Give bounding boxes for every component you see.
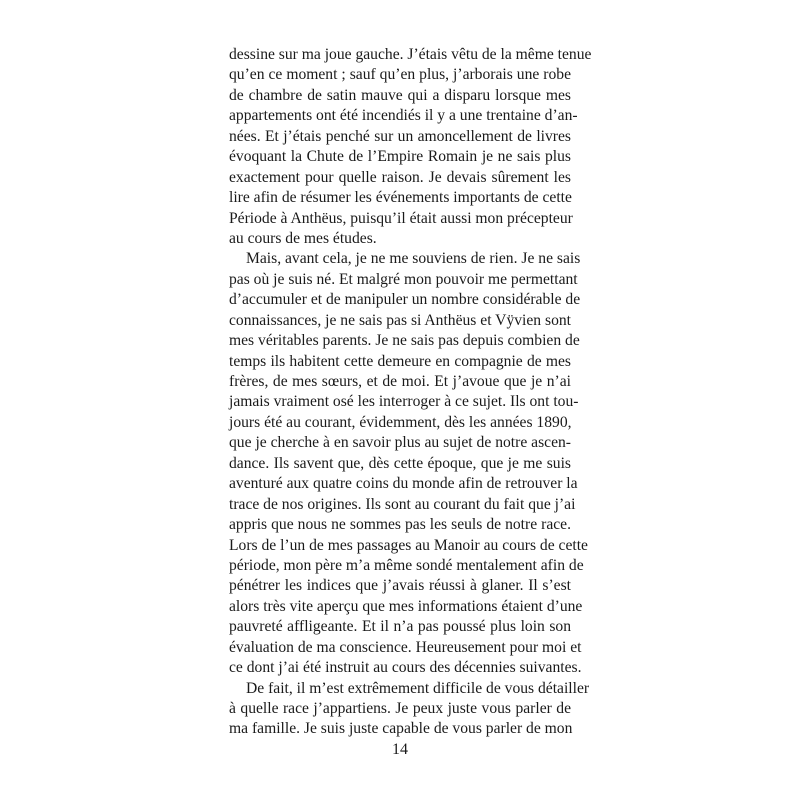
text-line: De fait, il m’est extrêmement difficile de vous détailler — [246, 679, 590, 697]
text-line: exactement pour quelle raison. Je devais sûrement les — [229, 168, 571, 186]
text-line: que je cherche à en savoir plus au sujet de notre ascen- — [229, 434, 571, 452]
text-line: ma famille. Je suis juste capable de vous parler de mon — [229, 720, 573, 738]
text-line: pénétrer les indices que j’avais réussi à glaner. Il s’est — [229, 577, 571, 595]
paragraph-2 — [229, 249, 588, 678]
text-line: Période à Anthëus, puisqu’il était aussi mon précepteur — [229, 209, 573, 227]
text-line: aventuré aux quatre coins du monde afin de retrouver la — [229, 475, 578, 493]
text-line: mes véritables parents. Je ne sais pas depuis combien de — [229, 332, 580, 350]
text-line: au cours de mes études. — [229, 229, 377, 247]
text-line: pauvreté affligeante. Et il n’a pas poussé plus loin son — [229, 618, 571, 636]
text-line: dessine sur ma joue gauche. J’étais vêtu de la même tenue — [229, 46, 592, 63]
text-line: évoquant la Chute de l’Empire Romain je ne sais plus — [229, 148, 571, 166]
text-line: d’accumuler et de manipuler un nombre considérable de — [229, 291, 581, 309]
paragraph-3 — [229, 679, 590, 740]
text-line: évaluation de ma conscience. Heureusement pour moi et — [229, 638, 582, 656]
text-line: Mais, avant cela, je ne me souviens de rien. Je ne sais — [246, 250, 581, 268]
text-line: ce dont j’ai été instruit au cours des décennies suivantes. — [229, 659, 582, 677]
text-line: dance. Ils savent que, dès cette époque, que je me suis — [229, 454, 571, 472]
text-line: appartements ont été incendiés il y a une trentaine d’an- — [229, 107, 578, 125]
page-number: 14 — [392, 741, 408, 758]
text-line: connaissances, je ne sais pas si Anthëus et Vÿvien sont — [229, 311, 571, 329]
text-line: nées. Et j’étais penché sur un amoncellement de livres — [229, 127, 571, 145]
text-line: période, mon père m’a même sondé mentalement afin de — [229, 556, 584, 574]
text-line: à quelle race j’appartiens. Je peux juste vous parler de — [229, 700, 571, 717]
text-line: Lors de l’un de mes passages au Manoir au cours de cette — [229, 536, 588, 554]
text-line: temps ils habitent cette demeure en compagnie de mes — [229, 352, 571, 370]
paragraph-1 — [229, 45, 592, 249]
body-text — [229, 45, 592, 740]
text-line: jours été au courant, évidemment, dès les années 1890, — [229, 413, 572, 431]
text-line: frères, de mes sœurs, et de moi. Et j’avoue que je n’ai — [229, 373, 571, 390]
text-line: pas où je suis né. Et malgré mon pouvoir me permettant — [229, 270, 578, 288]
text-line: lire afin de résumer les événements importants de cette — [229, 189, 572, 207]
text-line: qu’en ce moment ; sauf qu’en plus, j’arborais une robe — [229, 66, 571, 84]
text-line: jamais vraiment osé les interroger à ce sujet. Ils ont tou- — [229, 393, 579, 411]
text-line: appris que nous ne sommes pas les seuls de notre race. — [229, 516, 571, 534]
text-line: alors très vite aperçu que mes informations étaient d’une — [229, 597, 583, 615]
text-line: trace de nos origines. Ils sont au courant du fait que j’ai — [229, 495, 576, 513]
text-line: de chambre de satin mauve qui a disparu lorsque mes — [229, 86, 571, 104]
